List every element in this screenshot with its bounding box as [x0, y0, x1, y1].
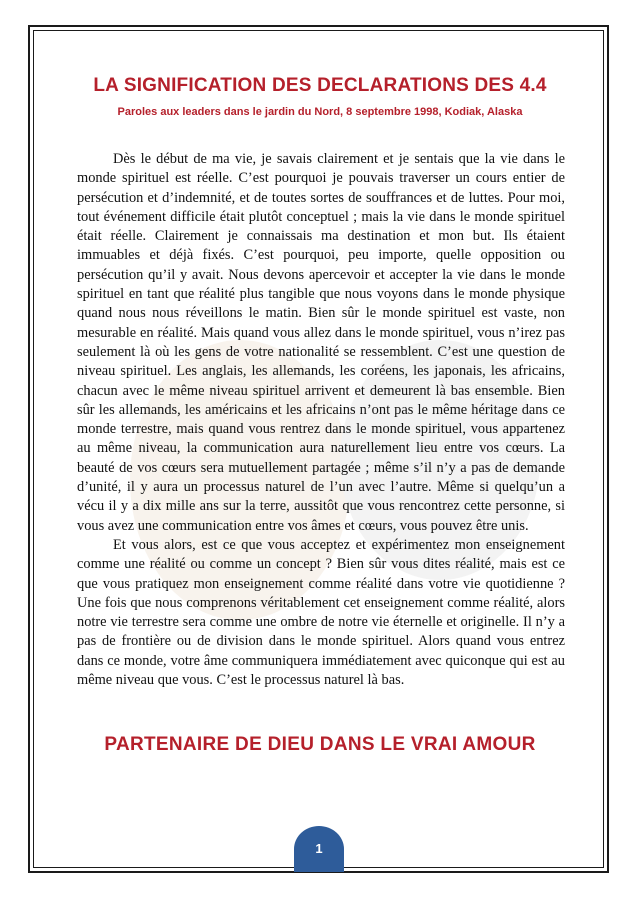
paragraph: Et vous alors, est ce que vous acceptez et expérimentez mon enseignement comme une réalité ou comme un concept ? Bien sûr vous dites réalité, mais est ce que vous pratiquez mon enseignement comme réalité dans votre vie quotidienne ? Une fois que nous comprenons véritablement cet enseignement comme réalité, alors notre vie terrestre sera comme une ombre de notre vie éternelle et originelle. Il n’y a pas de frontière ou de division dans le monde spirituel. Alors quand vous entrez dans ce monde, votre âme communiquera immédiatement avec quiconque qui est au même niveau que vous. C’est le processus naturel là bas. [77, 536, 565, 689]
document-subtitle: Paroles aux leaders dans le jardin du Nord, 8 septembre 1998, Kodiak, Alaska [117, 106, 523, 118]
body-text [77, 150, 565, 690]
section-heading: PARTENAIRE DE DIEU DANS LE VRAI AMOUR [104, 734, 536, 755]
paragraph: Dès le début de ma vie, je savais clairement et je sentais que la vie dans le monde spirituel est réelle. C’est pourquoi je pouvais traverser un cours entier de persécution et d’indemnité, et de toutes sortes de souffrances et de luttes. Pour moi, tout événement difficile était plutôt conceptuel ; mais la vie dans le monde spirituel était réelle. Clairement je connaissais ma destination et mon but. Ils étaient immuables et déjà fixés. C’est pourquoi, peu importe, quelle opposition ou persécution qu’il y avait. Nous devons apercevoir et accepter la vie dans le monde spirituel en tant que réalité plus tangible que nous voyons dans le monde physique quand nous nous réveillons le matin. Bien sûr le monde spirituel est vaste, non mesurable en réalité. Mais quand vous allez dans le monde spirituel, vous n’irez pas seulement là où les gens de votre nationalité se ressemblent. C’est une question de niveau spirituel. Les anglais, les allemands, les coréens, les japonais, les africains, chacun avec le même niveau spirituel arrivent et demeurent là bas ensemble. Bien sûr les allemands, les américains et les africains n’ont pas le même héritage dans ce monde terrestre, mais quand vous rentrez dans le monde spirituel, vous appartenez au même niveau, la communication aura naturellement lieu entre vos cœurs. La beauté de vos cœurs sera mutuellement partagée ; même s’il n’y a pas de demande d’unité, il y aura un processus naturel de l’un avec l’autre. Même si quelqu’un a vécu il y a dix mille ans sur la terre, aussitôt que vous rencontrez cette personne, si vous avez une communication entre vos âmes et cœurs, vous pouvez être unis. [77, 151, 565, 534]
page-number-badge [294, 826, 344, 872]
page-number: 1 [315, 841, 323, 856]
document-title: LA SIGNIFICATION DES DECLARATIONS DES 4.4 [93, 75, 547, 96]
